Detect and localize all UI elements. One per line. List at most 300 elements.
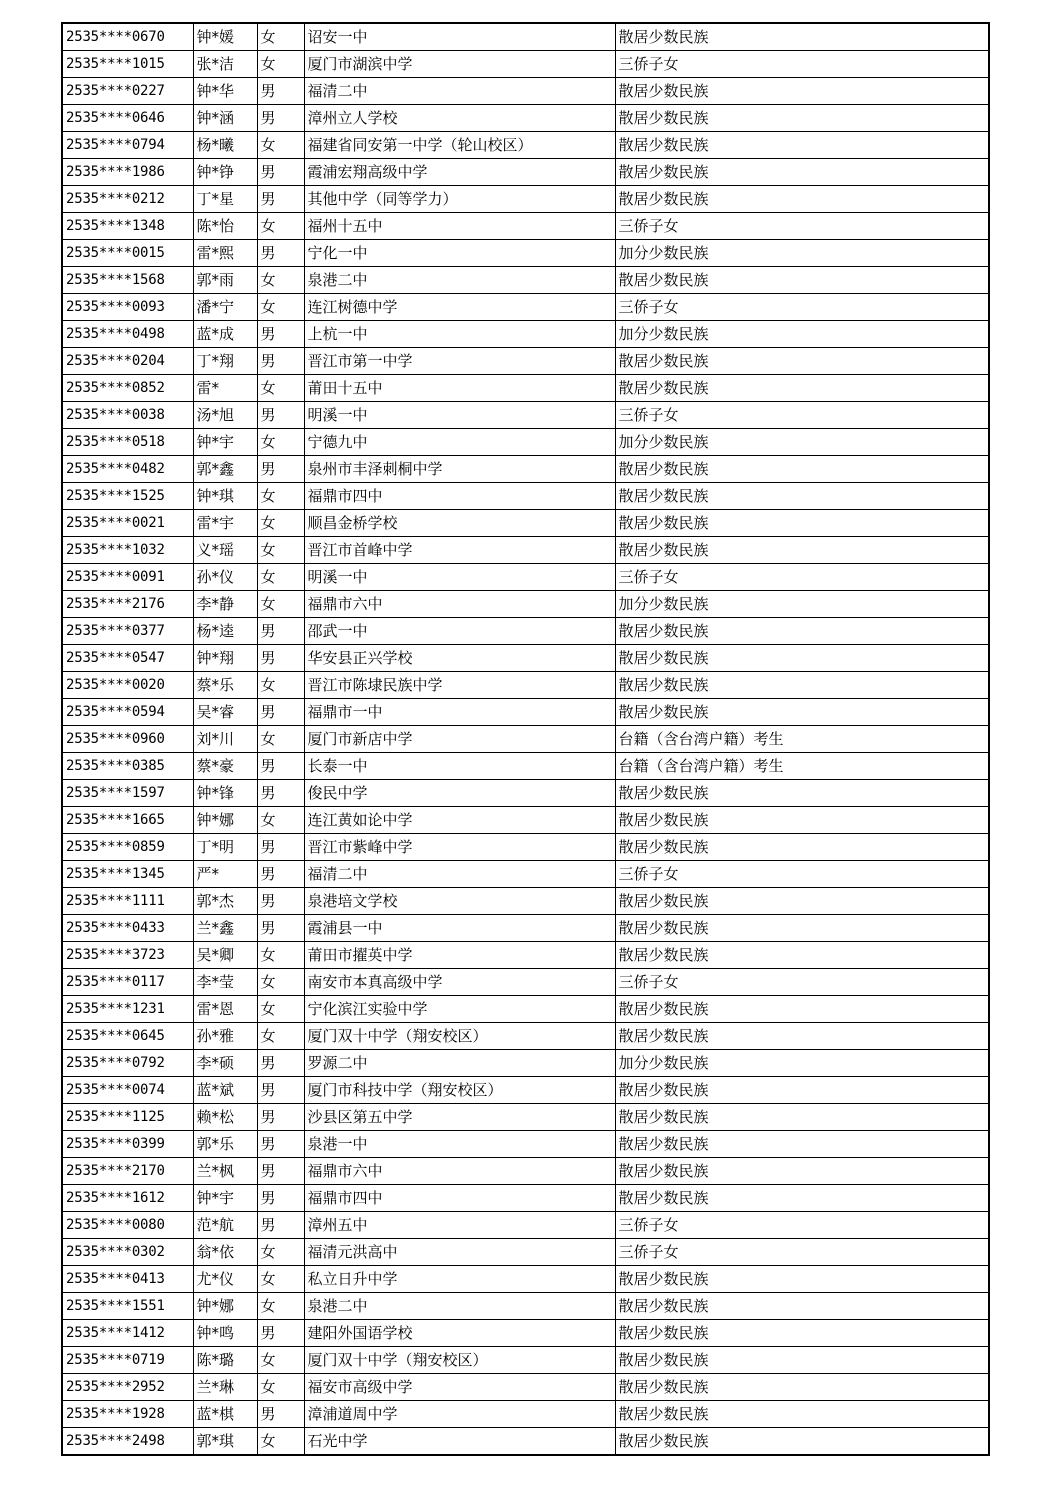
category-cell: 台籍（含台湾户籍）考生 (615, 726, 989, 753)
table-row (62, 1428, 989, 1456)
name-cell: 钟*媛 (193, 23, 257, 51)
category-cell: 散居少数民族 (615, 996, 989, 1023)
exam-id-cell: 2535****0212 (62, 186, 193, 213)
table-row (62, 213, 989, 240)
name-cell: 范*航 (193, 1212, 257, 1239)
table-row (62, 159, 989, 186)
name-cell: 张*洁 (193, 51, 257, 78)
school-cell: 霞浦宏翔高级中学 (304, 159, 615, 186)
category-cell: 散居少数民族 (615, 1077, 989, 1104)
table-row (62, 51, 989, 78)
name-cell: 雷*宇 (193, 510, 257, 537)
category-cell: 散居少数民族 (615, 1428, 989, 1456)
category-cell: 散居少数民族 (615, 105, 989, 132)
gender-cell: 女 (257, 510, 304, 537)
table-row (62, 1131, 989, 1158)
name-cell: 翁*依 (193, 1239, 257, 1266)
school-cell: 福建省同安第一中学（轮山校区） (304, 132, 615, 159)
name-cell: 蓝*成 (193, 321, 257, 348)
school-cell: 福安市高级中学 (304, 1374, 615, 1401)
gender-cell: 女 (257, 375, 304, 402)
category-cell: 散居少数民族 (615, 618, 989, 645)
exam-id-cell: 2535****1665 (62, 807, 193, 834)
name-cell: 兰*枫 (193, 1158, 257, 1185)
school-cell: 顺昌金桥学校 (304, 510, 615, 537)
school-cell: 南安市本真高级中学 (304, 969, 615, 996)
exam-id-cell: 2535****0518 (62, 429, 193, 456)
name-cell: 丁*明 (193, 834, 257, 861)
name-cell: 义*瑶 (193, 537, 257, 564)
gender-cell: 女 (257, 132, 304, 159)
exam-id-cell: 2535****1348 (62, 213, 193, 240)
school-cell: 邵武一中 (304, 618, 615, 645)
exam-id-cell: 2535****0794 (62, 132, 193, 159)
table-row (62, 888, 989, 915)
table-row (62, 186, 989, 213)
exam-id-cell: 2535****1525 (62, 483, 193, 510)
exam-id-cell: 2535****0021 (62, 510, 193, 537)
category-cell: 散居少数民族 (615, 348, 989, 375)
category-cell: 散居少数民族 (615, 267, 989, 294)
name-cell: 钟*翔 (193, 645, 257, 672)
category-cell: 散居少数民族 (615, 537, 989, 564)
gender-cell: 男 (257, 456, 304, 483)
category-cell: 散居少数民族 (615, 456, 989, 483)
table-row (62, 645, 989, 672)
name-cell: 钟*琪 (193, 483, 257, 510)
name-cell: 郭*乐 (193, 1131, 257, 1158)
school-cell: 福鼎市四中 (304, 1185, 615, 1212)
exam-id-cell: 2535****0204 (62, 348, 193, 375)
category-cell: 散居少数民族 (615, 888, 989, 915)
exam-id-cell: 2535****0646 (62, 105, 193, 132)
category-cell: 散居少数民族 (615, 834, 989, 861)
table-row (62, 618, 989, 645)
school-cell: 私立日升中学 (304, 1266, 615, 1293)
gender-cell: 男 (257, 1131, 304, 1158)
school-cell: 厦门市科技中学（翔安校区） (304, 1077, 615, 1104)
name-cell: 丁*翔 (193, 348, 257, 375)
school-cell: 厦门市新店中学 (304, 726, 615, 753)
table-row (62, 348, 989, 375)
gender-cell: 女 (257, 564, 304, 591)
gender-cell: 女 (257, 969, 304, 996)
gender-cell: 男 (257, 753, 304, 780)
school-cell: 厦门双十中学（翔安校区） (304, 1347, 615, 1374)
gender-cell: 女 (257, 294, 304, 321)
gender-cell: 男 (257, 1185, 304, 1212)
table-row (62, 1239, 989, 1266)
gender-cell: 女 (257, 672, 304, 699)
school-cell: 泉港二中 (304, 1293, 615, 1320)
table-row (62, 1077, 989, 1104)
category-cell: 三侨子女 (615, 564, 989, 591)
category-cell: 散居少数民族 (615, 1347, 989, 1374)
category-cell: 散居少数民族 (615, 672, 989, 699)
school-cell: 诏安一中 (304, 23, 615, 51)
table-row (62, 942, 989, 969)
school-cell: 沙县区第五中学 (304, 1104, 615, 1131)
category-cell: 散居少数民族 (615, 1158, 989, 1185)
gender-cell: 男 (257, 402, 304, 429)
category-cell: 加分少数民族 (615, 591, 989, 618)
table-row (62, 1293, 989, 1320)
exam-id-cell: 2535****0091 (62, 564, 193, 591)
school-cell: 福州十五中 (304, 213, 615, 240)
name-cell: 吴*卿 (193, 942, 257, 969)
school-cell: 莆田十五中 (304, 375, 615, 402)
school-cell: 宁化滨江实验中学 (304, 996, 615, 1023)
school-cell: 宁德九中 (304, 429, 615, 456)
exam-id-cell: 2535****0498 (62, 321, 193, 348)
gender-cell: 女 (257, 996, 304, 1023)
gender-cell: 女 (257, 51, 304, 78)
name-cell: 丁*星 (193, 186, 257, 213)
name-cell: 蔡*乐 (193, 672, 257, 699)
table-row (62, 240, 989, 267)
exam-id-cell: 2535****1345 (62, 861, 193, 888)
exam-id-cell: 2535****1032 (62, 537, 193, 564)
table-body (62, 23, 989, 1455)
name-cell: 李*硕 (193, 1050, 257, 1077)
name-cell: 郭*杰 (193, 888, 257, 915)
category-cell: 三侨子女 (615, 294, 989, 321)
gender-cell: 男 (257, 348, 304, 375)
gender-cell: 男 (257, 105, 304, 132)
exam-id-cell: 2535****3723 (62, 942, 193, 969)
school-cell: 泉港一中 (304, 1131, 615, 1158)
gender-cell: 男 (257, 699, 304, 726)
exam-id-cell: 2535****0645 (62, 1023, 193, 1050)
table-row (62, 834, 989, 861)
exam-id-cell: 2535****0482 (62, 456, 193, 483)
school-cell: 晋江市紫峰中学 (304, 834, 615, 861)
gender-cell: 女 (257, 1293, 304, 1320)
exam-id-cell: 2535****0670 (62, 23, 193, 51)
table-row (62, 1158, 989, 1185)
category-cell: 三侨子女 (615, 1212, 989, 1239)
gender-cell: 女 (257, 942, 304, 969)
school-cell: 福鼎市六中 (304, 1158, 615, 1185)
table-row (62, 23, 989, 51)
school-cell: 福清二中 (304, 78, 615, 105)
category-cell: 散居少数民族 (615, 23, 989, 51)
category-cell: 散居少数民族 (615, 132, 989, 159)
name-cell: 李*莹 (193, 969, 257, 996)
gender-cell: 女 (257, 537, 304, 564)
name-cell: 蓝*棋 (193, 1401, 257, 1428)
school-cell: 长泰一中 (304, 753, 615, 780)
category-cell: 三侨子女 (615, 969, 989, 996)
table-row (62, 105, 989, 132)
category-cell: 散居少数民族 (615, 483, 989, 510)
exam-id-cell: 2535****1111 (62, 888, 193, 915)
category-cell: 散居少数民族 (615, 186, 989, 213)
table-row (62, 1185, 989, 1212)
name-cell: 吴*睿 (193, 699, 257, 726)
school-cell: 晋江市首峰中学 (304, 537, 615, 564)
school-cell: 泉港二中 (304, 267, 615, 294)
exam-id-cell: 2535****2170 (62, 1158, 193, 1185)
name-cell: 郭*琪 (193, 1428, 257, 1456)
name-cell: 杨*逵 (193, 618, 257, 645)
name-cell: 钟*宇 (193, 1185, 257, 1212)
gender-cell: 男 (257, 186, 304, 213)
category-cell: 三侨子女 (615, 213, 989, 240)
exam-id-cell: 2535****2176 (62, 591, 193, 618)
category-cell: 散居少数民族 (615, 1374, 989, 1401)
table-row (62, 807, 989, 834)
gender-cell: 女 (257, 1023, 304, 1050)
name-cell: 郭*雨 (193, 267, 257, 294)
gender-cell: 女 (257, 429, 304, 456)
gender-cell: 女 (257, 213, 304, 240)
gender-cell: 男 (257, 888, 304, 915)
school-cell: 厦门市湖滨中学 (304, 51, 615, 78)
gender-cell: 男 (257, 1104, 304, 1131)
exam-id-cell: 2535****0859 (62, 834, 193, 861)
school-cell: 泉港培文学校 (304, 888, 615, 915)
name-cell: 钟*锋 (193, 780, 257, 807)
table-row (62, 969, 989, 996)
category-cell: 三侨子女 (615, 1239, 989, 1266)
table-row (62, 1347, 989, 1374)
table-row (62, 294, 989, 321)
name-cell: 孙*雅 (193, 1023, 257, 1050)
name-cell: 钟*华 (193, 78, 257, 105)
school-cell: 石光中学 (304, 1428, 615, 1456)
name-cell: 郭*鑫 (193, 456, 257, 483)
gender-cell: 男 (257, 618, 304, 645)
exam-id-cell: 2535****1015 (62, 51, 193, 78)
gender-cell: 女 (257, 591, 304, 618)
exam-id-cell: 2535****0960 (62, 726, 193, 753)
exam-id-cell: 2535****0547 (62, 645, 193, 672)
category-cell: 散居少数民族 (615, 807, 989, 834)
school-cell: 福鼎市六中 (304, 591, 615, 618)
exam-id-cell: 2535****1568 (62, 267, 193, 294)
name-cell: 刘*川 (193, 726, 257, 753)
school-cell: 漳州五中 (304, 1212, 615, 1239)
gender-cell: 女 (257, 23, 304, 51)
table-row (62, 996, 989, 1023)
exam-id-cell: 2535****0020 (62, 672, 193, 699)
gender-cell: 男 (257, 1050, 304, 1077)
name-cell: 钟*鸣 (193, 1320, 257, 1347)
name-cell: 钟*娜 (193, 807, 257, 834)
table-row (62, 699, 989, 726)
category-cell: 散居少数民族 (615, 1401, 989, 1428)
category-cell: 加分少数民族 (615, 429, 989, 456)
name-cell: 钟*涵 (193, 105, 257, 132)
exam-id-cell: 2535****1928 (62, 1401, 193, 1428)
table-row (62, 726, 989, 753)
school-cell: 明溪一中 (304, 402, 615, 429)
exam-id-cell: 2535****2498 (62, 1428, 193, 1456)
exam-id-cell: 2535****0792 (62, 1050, 193, 1077)
gender-cell: 男 (257, 861, 304, 888)
exam-id-cell: 2535****1986 (62, 159, 193, 186)
school-cell: 上杭一中 (304, 321, 615, 348)
table-row (62, 1023, 989, 1050)
exam-id-cell: 2535****0093 (62, 294, 193, 321)
school-cell: 泉州市丰泽刺桐中学 (304, 456, 615, 483)
table-row (62, 861, 989, 888)
name-cell: 潘*宁 (193, 294, 257, 321)
category-cell: 加分少数民族 (615, 321, 989, 348)
table-row (62, 1401, 989, 1428)
school-cell: 福鼎市一中 (304, 699, 615, 726)
table-row (62, 1320, 989, 1347)
table-row (62, 78, 989, 105)
category-cell: 散居少数民族 (615, 915, 989, 942)
exam-id-cell: 2535****0302 (62, 1239, 193, 1266)
gender-cell: 男 (257, 240, 304, 267)
school-cell: 晋江市陈埭民族中学 (304, 672, 615, 699)
name-cell: 李*静 (193, 591, 257, 618)
school-cell: 连江树德中学 (304, 294, 615, 321)
exam-id-cell: 2535****0377 (62, 618, 193, 645)
gender-cell: 男 (257, 780, 304, 807)
name-cell: 杨*曦 (193, 132, 257, 159)
table-row (62, 267, 989, 294)
table-row (62, 402, 989, 429)
table-row (62, 510, 989, 537)
table-row (62, 753, 989, 780)
table-row (62, 1104, 989, 1131)
table-row (62, 456, 989, 483)
category-cell: 散居少数民族 (615, 645, 989, 672)
table-row (62, 321, 989, 348)
exam-id-cell: 2535****0433 (62, 915, 193, 942)
exam-id-cell: 2535****0080 (62, 1212, 193, 1239)
school-cell: 明溪一中 (304, 564, 615, 591)
gender-cell: 女 (257, 1374, 304, 1401)
school-cell: 漳州立人学校 (304, 105, 615, 132)
exam-id-cell: 2535****0015 (62, 240, 193, 267)
table-row (62, 132, 989, 159)
name-cell: 赖*松 (193, 1104, 257, 1131)
exam-id-cell: 2535****1551 (62, 1293, 193, 1320)
gender-cell: 男 (257, 1077, 304, 1104)
exam-id-cell: 2535****0719 (62, 1347, 193, 1374)
category-cell: 散居少数民族 (615, 1104, 989, 1131)
exam-id-cell: 2535****1597 (62, 780, 193, 807)
school-cell: 福清二中 (304, 861, 615, 888)
school-cell: 罗源二中 (304, 1050, 615, 1077)
category-cell: 散居少数民族 (615, 1266, 989, 1293)
table-row (62, 564, 989, 591)
school-cell: 宁化一中 (304, 240, 615, 267)
name-cell: 严* (193, 861, 257, 888)
exam-id-cell: 2535****0852 (62, 375, 193, 402)
exam-id-cell: 2535****0038 (62, 402, 193, 429)
exam-id-cell: 2535****1125 (62, 1104, 193, 1131)
exam-id-cell: 2535****2952 (62, 1374, 193, 1401)
gender-cell: 女 (257, 1239, 304, 1266)
school-cell: 华安县正兴学校 (304, 645, 615, 672)
gender-cell: 女 (257, 807, 304, 834)
category-cell: 散居少数民族 (615, 699, 989, 726)
exam-id-cell: 2535****0594 (62, 699, 193, 726)
school-cell: 连江黄如论中学 (304, 807, 615, 834)
table-row (62, 483, 989, 510)
category-cell: 散居少数民族 (615, 1131, 989, 1158)
name-cell: 雷*恩 (193, 996, 257, 1023)
exam-id-cell: 2535****0413 (62, 1266, 193, 1293)
name-cell: 孙*仪 (193, 564, 257, 591)
category-cell: 散居少数民族 (615, 942, 989, 969)
category-cell: 散居少数民族 (615, 780, 989, 807)
name-cell: 蓝*斌 (193, 1077, 257, 1104)
school-cell: 福鼎市四中 (304, 483, 615, 510)
table-row (62, 780, 989, 807)
exam-id-cell: 2535****1231 (62, 996, 193, 1023)
category-cell: 三侨子女 (615, 51, 989, 78)
gender-cell: 女 (257, 483, 304, 510)
category-cell: 散居少数民族 (615, 159, 989, 186)
name-cell: 兰*琳 (193, 1374, 257, 1401)
exam-id-cell: 2535****0227 (62, 78, 193, 105)
category-cell: 散居少数民族 (615, 375, 989, 402)
category-cell: 三侨子女 (615, 861, 989, 888)
gender-cell: 女 (257, 1428, 304, 1456)
student-list-table (61, 22, 990, 1456)
table-row (62, 1050, 989, 1077)
exam-id-cell: 2535****1412 (62, 1320, 193, 1347)
table-row (62, 429, 989, 456)
school-cell: 晋江市第一中学 (304, 348, 615, 375)
name-cell: 蔡*豪 (193, 753, 257, 780)
gender-cell: 男 (257, 78, 304, 105)
gender-cell: 男 (257, 321, 304, 348)
category-cell: 散居少数民族 (615, 1320, 989, 1347)
name-cell: 陈*怡 (193, 213, 257, 240)
school-cell: 莆田市擢英中学 (304, 942, 615, 969)
table-row (62, 915, 989, 942)
exam-id-cell: 2535****0385 (62, 753, 193, 780)
gender-cell: 女 (257, 267, 304, 294)
exam-id-cell: 2535****0399 (62, 1131, 193, 1158)
school-cell: 其他中学（同等学力） (304, 186, 615, 213)
gender-cell: 男 (257, 1158, 304, 1185)
category-cell: 散居少数民族 (615, 1023, 989, 1050)
gender-cell: 男 (257, 915, 304, 942)
category-cell: 加分少数民族 (615, 1050, 989, 1077)
name-cell: 雷* (193, 375, 257, 402)
table-row (62, 1266, 989, 1293)
school-cell: 霞浦县一中 (304, 915, 615, 942)
exam-id-cell: 2535****0117 (62, 969, 193, 996)
category-cell: 散居少数民族 (615, 78, 989, 105)
category-cell: 台籍（含台湾户籍）考生 (615, 753, 989, 780)
table-row (62, 1374, 989, 1401)
category-cell: 三侨子女 (615, 402, 989, 429)
category-cell: 散居少数民族 (615, 1293, 989, 1320)
gender-cell: 男 (257, 1320, 304, 1347)
category-cell: 加分少数民族 (615, 240, 989, 267)
school-cell: 厦门双十中学（翔安校区） (304, 1023, 615, 1050)
name-cell: 钟*铮 (193, 159, 257, 186)
name-cell: 钟*娜 (193, 1293, 257, 1320)
gender-cell: 女 (257, 726, 304, 753)
school-cell: 福清元洪高中 (304, 1239, 615, 1266)
name-cell: 尤*仪 (193, 1266, 257, 1293)
school-cell: 俊民中学 (304, 780, 615, 807)
name-cell: 兰*鑫 (193, 915, 257, 942)
school-cell: 漳浦道周中学 (304, 1401, 615, 1428)
category-cell: 散居少数民族 (615, 1185, 989, 1212)
